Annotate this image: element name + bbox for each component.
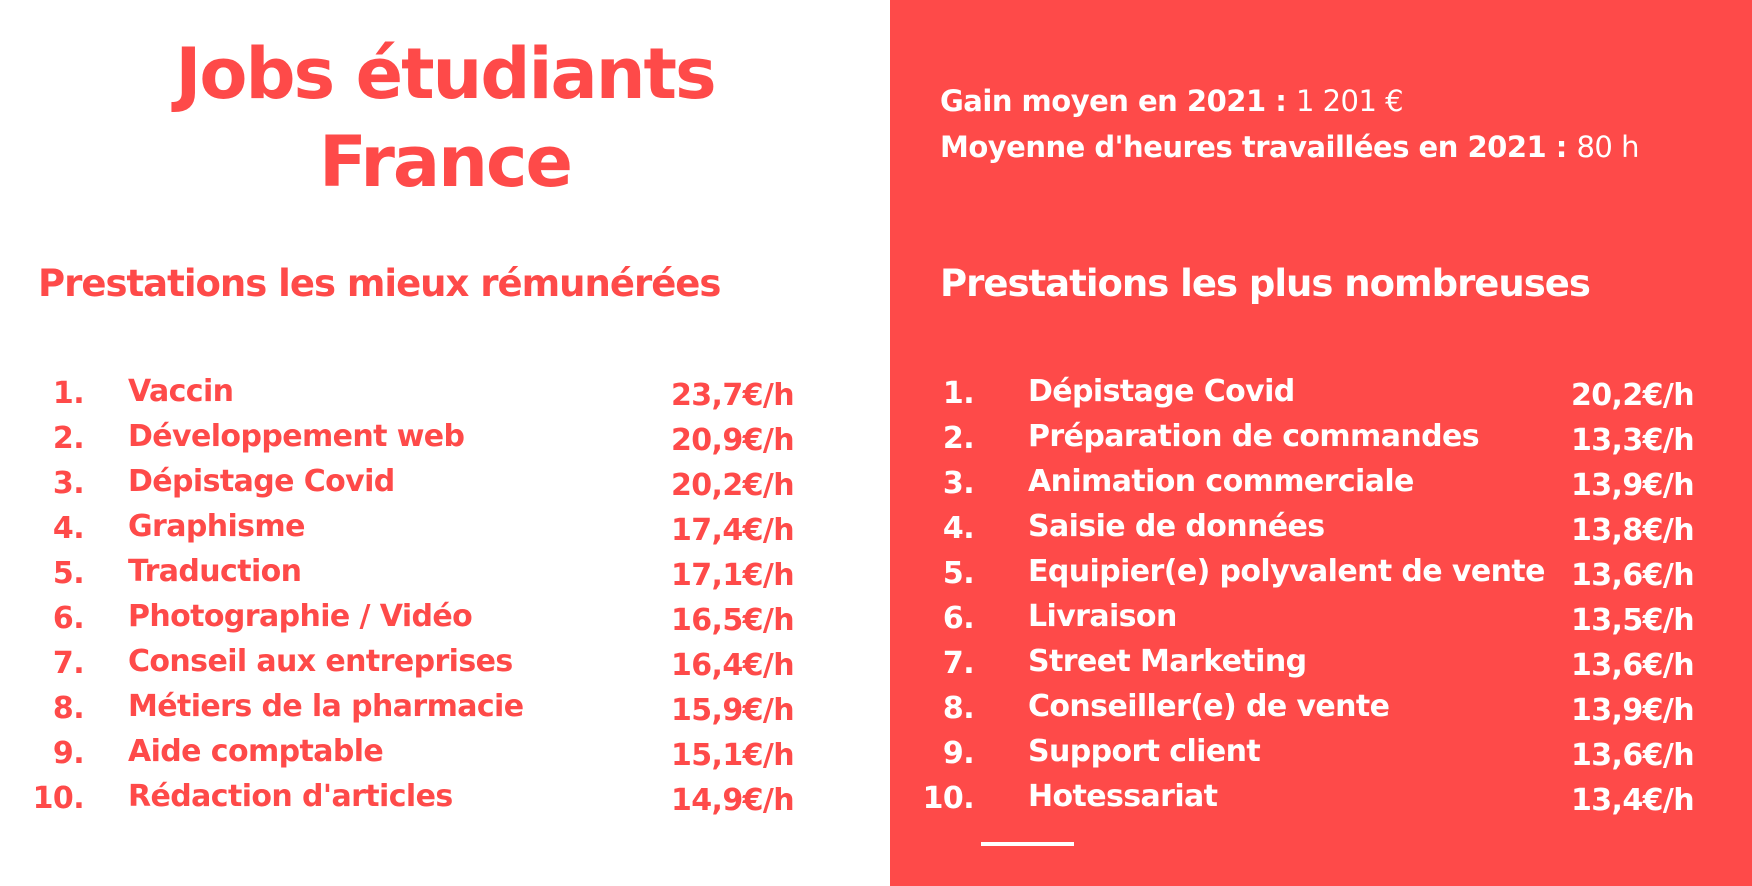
list-item-rate: 15,9€/h <box>670 693 794 728</box>
list-item-rank: 3. <box>52 466 84 501</box>
list-item-name: Aide comptable <box>128 734 384 769</box>
list-item-rate: 13,9€/h <box>1570 468 1694 503</box>
list-item <box>0 421 800 466</box>
list-item-name: Métiers de la pharmacie <box>128 689 524 724</box>
list-item <box>0 646 800 691</box>
list-item <box>890 691 1752 736</box>
list-item <box>0 511 800 556</box>
list-item <box>890 601 1752 646</box>
list-item-rank: 3. <box>942 466 974 501</box>
list-item-rate: 13,3€/h <box>1570 423 1694 458</box>
list-item <box>890 781 1752 826</box>
list-item-rate: 23,7€/h <box>670 378 794 413</box>
list-item <box>0 376 800 421</box>
list-item-rate: 13,6€/h <box>1570 558 1694 593</box>
list-item-rate: 16,5€/h <box>670 603 794 638</box>
list-item-rate: 13,8€/h <box>1570 513 1694 548</box>
most-common-heading: Prestations les plus nombreuses <box>940 262 1590 305</box>
right-panel <box>890 0 1752 886</box>
list-item-rank: 9. <box>942 736 974 771</box>
list-item-rate: 13,4€/h <box>1570 783 1694 818</box>
list-item-rate: 13,5€/h <box>1570 603 1694 638</box>
list-item <box>890 376 1752 421</box>
list-item-rate: 20,2€/h <box>670 468 794 503</box>
list-item-name: Support client <box>1028 734 1261 769</box>
list-item <box>890 736 1752 781</box>
avg-hours-stat <box>940 130 1639 164</box>
list-item <box>890 646 1752 691</box>
list-item-rank: 4. <box>942 511 974 546</box>
list-item-name: Vaccin <box>128 374 234 409</box>
list-item-rank: 1. <box>52 376 84 411</box>
list-item <box>0 736 800 781</box>
page-title-line1: Jobs étudiants <box>175 33 715 115</box>
list-item-name: Conseil aux entreprises <box>128 644 513 679</box>
list-item <box>0 601 800 646</box>
list-item-name: Saisie de données <box>1028 509 1325 544</box>
best-paid-list <box>0 376 800 826</box>
decorative-underline <box>981 842 1074 846</box>
avg-gain-stat <box>940 84 1403 118</box>
avg-gain-label: Gain moyen en 2021 : <box>940 84 1287 118</box>
list-item-rank: 2. <box>52 421 84 456</box>
list-item <box>890 511 1752 556</box>
list-item-rate: 17,1€/h <box>670 558 794 593</box>
list-item-rate: 20,9€/h <box>670 423 794 458</box>
list-item-rank: 8. <box>942 691 974 726</box>
list-item-rank: 6. <box>942 601 974 636</box>
list-item <box>890 421 1752 466</box>
list-item <box>0 781 800 826</box>
list-item-name: Dépistage Covid <box>128 464 395 499</box>
list-item <box>0 556 800 601</box>
list-item <box>890 466 1752 511</box>
most-common-list <box>890 376 1752 826</box>
list-item-rate: 17,4€/h <box>670 513 794 548</box>
list-item-rank: 1. <box>942 376 974 411</box>
list-item <box>0 691 800 736</box>
list-item-name: Photographie / Vidéo <box>128 599 473 634</box>
list-item-name: Rédaction d'articles <box>128 779 453 814</box>
list-item-rank: 7. <box>942 646 974 681</box>
avg-gain-value: 1 201 € <box>1295 84 1404 118</box>
list-item <box>0 466 800 511</box>
list-item-rank: 5. <box>52 556 84 591</box>
list-item-rate: 20,2€/h <box>1570 378 1694 413</box>
list-item-name: Street Marketing <box>1028 644 1307 679</box>
best-paid-heading: Prestations les mieux rémunérées <box>38 262 721 305</box>
list-item-name: Animation commerciale <box>1028 464 1414 499</box>
list-item-rank: 5. <box>942 556 974 591</box>
list-item-name: Hotessariat <box>1028 779 1218 814</box>
list-item-name: Conseiller(e) de vente <box>1028 689 1390 724</box>
list-item-rate: 14,9€/h <box>670 783 794 818</box>
list-item-name: Préparation de commandes <box>1028 419 1479 454</box>
list-item-rate: 13,6€/h <box>1570 648 1694 683</box>
list-item-rank: 4. <box>52 511 84 546</box>
list-item-name: Equipier(e) polyvalent de vente <box>1028 554 1545 589</box>
list-item-rate: 13,9€/h <box>1570 693 1694 728</box>
list-item-name: Dépistage Covid <box>1028 374 1295 409</box>
avg-hours-value: 80 h <box>1576 130 1639 164</box>
list-item-name: Livraison <box>1028 599 1177 634</box>
list-item-name: Traduction <box>128 554 302 589</box>
list-item-rate: 16,4€/h <box>670 648 794 683</box>
list-item-rank: 7. <box>52 646 84 681</box>
list-item-rank: 2. <box>942 421 974 456</box>
list-item-rank: 10. <box>922 781 974 816</box>
page-title-line2: France <box>319 121 571 203</box>
list-item-rank: 6. <box>52 601 84 636</box>
avg-hours-label: Moyenne d'heures travaillées en 2021 : <box>940 130 1567 164</box>
list-item-rate: 15,1€/h <box>670 738 794 773</box>
list-item-rate: 13,6€/h <box>1570 738 1694 773</box>
list-item <box>890 556 1752 601</box>
list-item-rank: 8. <box>52 691 84 726</box>
list-item-name: Graphisme <box>128 509 305 544</box>
list-item-rank: 10. <box>32 781 84 816</box>
list-item-name: Développement web <box>128 419 465 454</box>
list-item-rank: 9. <box>52 736 84 771</box>
